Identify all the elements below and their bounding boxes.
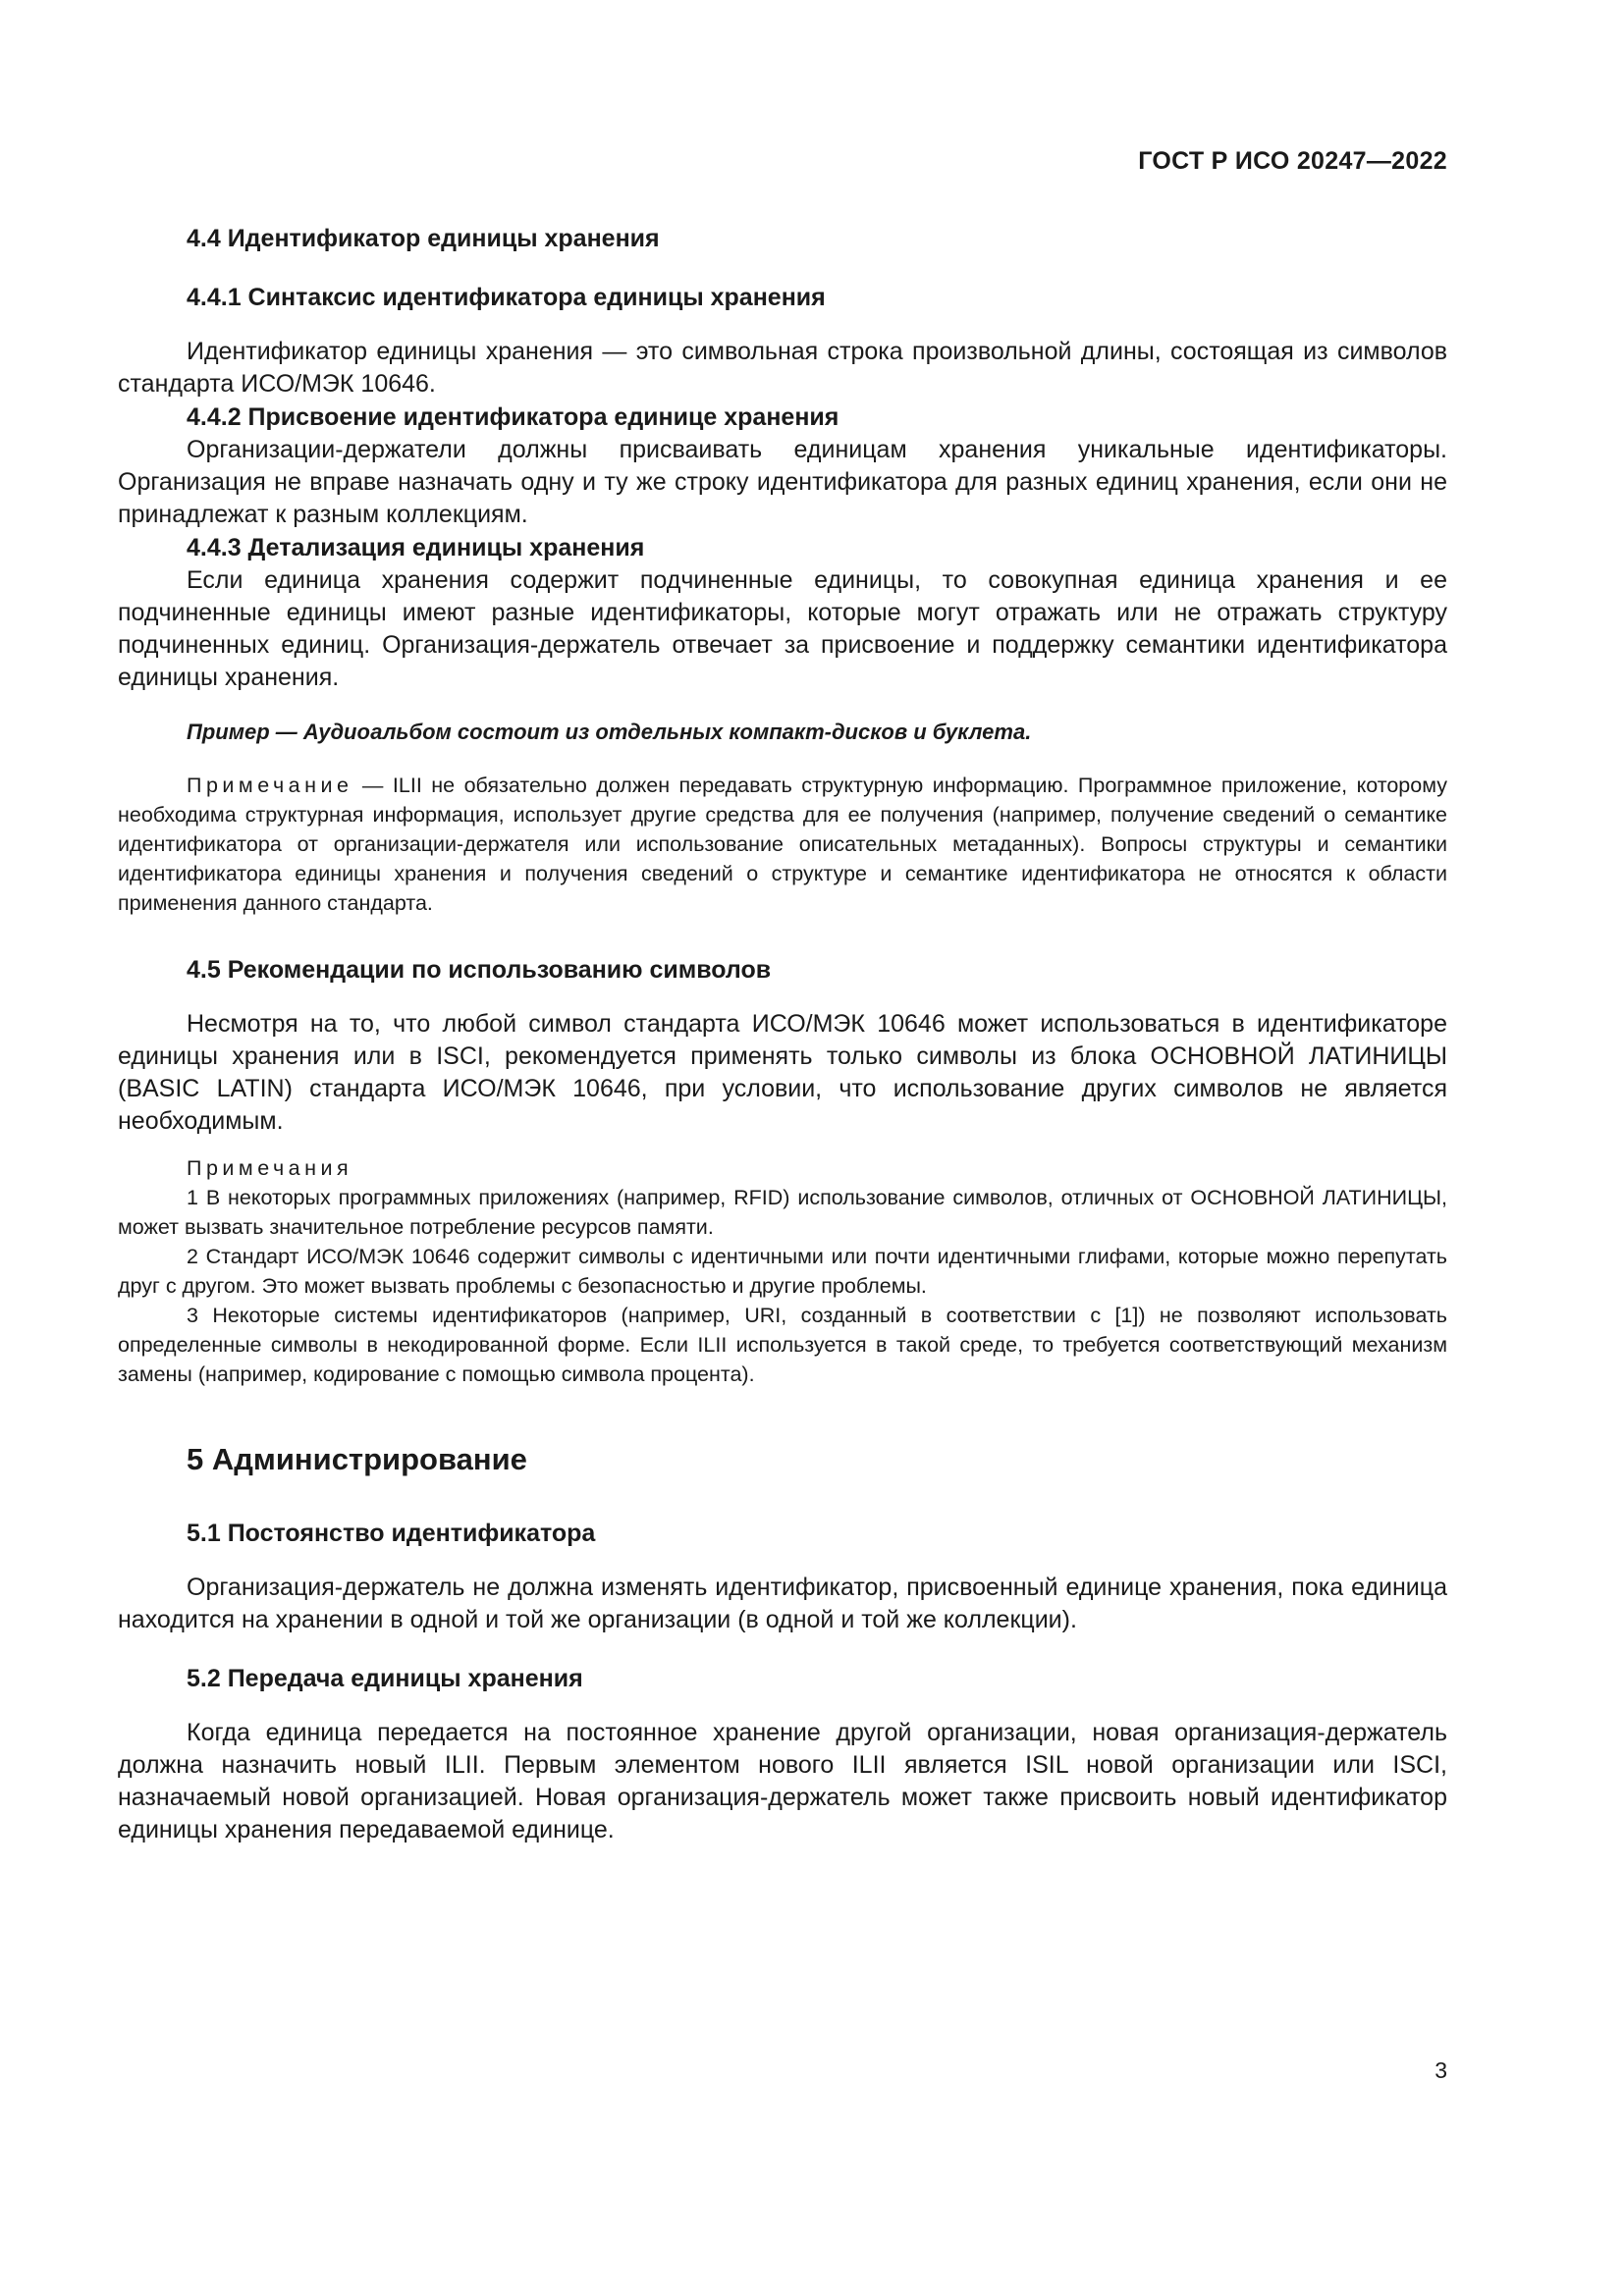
note-text: — ILII не обязательно должен передавать структурную информацию. Программное приложение, которому необходима структурная информация, использует другие средства для ее получения (например, получение сведений о семантике идентификатора от организации-держателя или использование описательных метаданных). Вопросы структуры и семантики идентификатора единицы хранения и получения сведений о структуре и семантике идентификатора не относятся к области применения данного стандарта. bbox=[118, 774, 1447, 915]
heading-4-4-3: 4.4.3 Детализация единицы хранения bbox=[187, 534, 645, 561]
heading-4-4: 4.4 Идентификатор единицы хранения bbox=[187, 225, 660, 252]
heading-4-4-2: 4.4.2 Присвоение идентификатора единице хранения bbox=[187, 403, 839, 431]
paragraph-5-2: Когда единица передается на постоянное хранение другой организации, новая организация-держатель должна назначить новый ILII. Первым элементом нового ILII является ISIL новой организации или ISCI, назначаемый новой организацией. Новая организация-держатель может также присвоить новый идентификатор единицы хранения передаваемой единице. bbox=[118, 1719, 1447, 1843]
paragraph-4-4-1: Идентификатор единицы хранения — это символьная строка произвольной длины, состоящая из символов стандарта ИСО/МЭК 10646. bbox=[118, 338, 1447, 398]
heading-5-2: 5.2 Передача единицы хранения bbox=[187, 1665, 583, 1692]
page-content bbox=[118, 222, 1447, 1846]
heading-4-4-1: 4.4.1 Синтаксис идентификатора единицы хранения bbox=[187, 284, 826, 311]
paragraph-5-1: Организация-держатель не должна изменять идентификатор, присвоенный единице хранения, пока единица находится на хранении в одной и той же организации (в одной и той же коллекции). bbox=[118, 1574, 1447, 1633]
note-4-5-2: 2 Стандарт ИСО/МЭК 10646 содержит символы с идентичными или почти идентичными глифами, которые можно перепутать друг с другом. Это может вызвать проблемы с безопасностью и другие проблемы. bbox=[118, 1245, 1447, 1298]
heading-4-5: 4.5 Рекомендации по использованию символов bbox=[187, 956, 772, 984]
note-4-5-1: 1 В некоторых программных приложениях (например, RFID) использование символов, отличных от ОСНОВНОЙ ЛАТИНИЦЫ, может вызвать значительное потребление ресурсов памяти. bbox=[118, 1186, 1447, 1239]
running-head: ГОСТ Р ИСО 20247—2022 bbox=[1138, 147, 1447, 175]
note-4-4-3 bbox=[118, 771, 1447, 918]
heading-5-1: 5.1 Постоянство идентификатора bbox=[187, 1520, 596, 1547]
example-4-4-3: Пример — Аудиоальбом состоит из отдельных компакт-дисков и буклета. bbox=[187, 720, 1032, 744]
page-number: 3 bbox=[1435, 2057, 1447, 2083]
notes-heading-4-5: Примечания bbox=[187, 1156, 353, 1180]
note-label: Примечание bbox=[187, 774, 353, 797]
paragraph-4-5: Несмотря на то, что любой символ стандарта ИСО/МЭК 10646 может использоваться в идентификаторе единицы хранения или в ISCI, рекомендуется применять только символы из блока ОСНОВНОЙ ЛАТИНИЦЫ (BASIC LATIN) стандарта ИСО/МЭК 10646, при условии, что использование других символов не является необходимым. bbox=[118, 1010, 1447, 1135]
paragraph-4-4-3: Если единица хранения содержит подчиненные единицы, то совокупная единица хранения и ее подчиненные единицы имеют разные идентификаторы, которые могут отражать или не отражать структуру подчиненных единиц. Организация-держатель отвечает за присвоение и поддержку семантики идентификатора единицы хранения. bbox=[118, 566, 1447, 691]
paragraph-4-4-2: Организации-держатели должны присваивать единицам хранения уникальные идентификаторы. Организация не вправе назначать одну и ту же строку идентификатора для разных единиц хранения, если они не принадлежат к разным коллекциям. bbox=[118, 436, 1447, 528]
note-4-5-3: 3 Некоторые системы идентификаторов (например, URI, созданный в соответствии с [1]) не позволяют использовать определенные символы в некодированной форме. Если ILII используется в такой среде, то требуется соответствующий механизм замены (например, кодирование с помощью символа процента). bbox=[118, 1304, 1447, 1386]
heading-5: 5 Администрирование bbox=[187, 1442, 527, 1476]
